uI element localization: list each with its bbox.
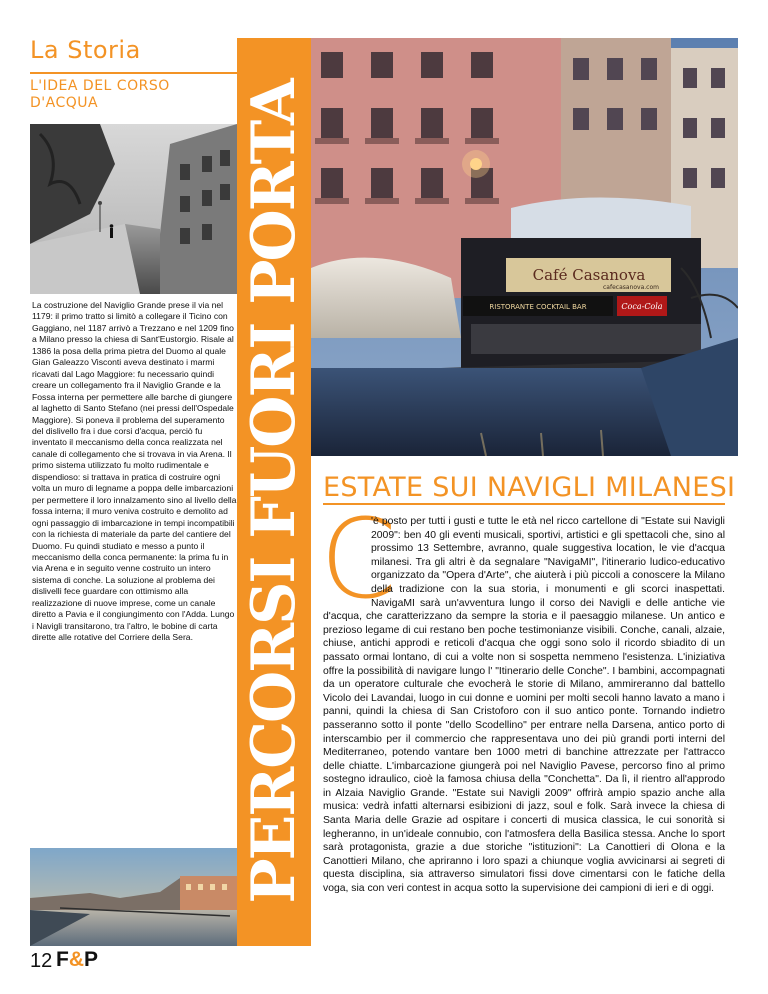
drop-cap: C <box>320 495 397 623</box>
section-subtitle: L'IDEA DEL CORSO D'ACQUA <box>30 78 170 111</box>
drop-cap-spacer <box>323 515 371 597</box>
historic-canal-photo <box>30 124 237 294</box>
article-body-text: 'è posto per tutti i gusti e tutte le età nel ricco cartellone di "Estate sui Navigli 2009": ben 40 gli eventi musicali, sportivi, artistici e gli spettacoli che, sino al prossimo 13 Settembre, avranno, quale suggestiva location, le vie d'acqua milanesi. Tra gli altri è da segnalare "NavigaMI", l'itinerario ludico-educativo organizzato da "Opera d'Arte", che aiuterà i più piccoli a conoscere la Milano della tradizione con la sua storia, i monumenti e gli scorci inaspettati. NavigaMI sarà un'avventura lungo il corso dei Navigli e delle antiche vie d'acqua, che caratterizzano da sempre la storia e il paesaggio milanese. Un antico e prezioso legame di cui restano ben poche testimonianze visibili. Conche, canali, alzaie, chiuse, antichi approdi e reticoli d'acqua che oggi sono solo il ricordo sbiadito di un passato ormai lontano, di cui a volte non si sospetta nemmeno l'esistenza. L'iniziativa offre la possibilità di navigare lungo l' "Itinerario delle Conche". I bambini, accompagnati da un operatore culturale che evocherà le storie di Milano, ammireranno dal battello Vicolo dei Lavandai, luogo in cui donne e uomini per molti secoli hanno lavato a mano i panni, quindi la chiesa di San Cristoforo con il suo antico ponte. Tornando indietro passeranno sotto il ponte "dello Scodellino" per entrare nella Darsena, antico porto di interscambio per il commercio che rappresentava uno dei più grandi porti interni del Mediterraneo, potendo vantare ben 1000 metri di banchine attrezzate per l'attracco delle chiatte. L'imbarcazione giungerà poi nel Naviglio Pavese, percorso fino al primo sostegno idraulico, cioè la famosa chiusa della "Conchetta". Da lì, il rientro all'approdo in Alzaia Naviglio Grande. "Estate sui Navigli 2009" offrirà ampio spazio anche alla musica: vedrà infatti alternarsi esibizioni di jazz, soul e folk. Sarà invece la chiesa di Santa Maria delle Grazie ad ospitare i concerti di musica classica, le cui sonorità si legheranno, in un'ideale connubio, con l'atmosfera della Basilica stessa. Anche lo sport sarà protagonista, grazie a due storiche "istituzioni": La Canottieri di Olona e la Canottieri Milano, che apriranno i loro spazi a chiunque voglia avvicinarsi ai segreti di questa disciplina, sia attraverso simulatori fissi dove cimentarsi con le fatiche della voga, sia con veri contest in acqua sotto la supervisione dei campioni di ieri e di oggi. <box>323 516 725 895</box>
cafe-canal-photo <box>311 38 738 456</box>
logo-letter-f: F <box>56 948 69 971</box>
history-text: La costruzione del Naviglio Grande prese il via nel 1179: il primo tratto si limitò a collegare il Ticino con Gaggiano, nel 1187 arrivò a Trezzano e nel 1209 fino a Milano presso la chiesa di Sant'Eustorgio. Risale al 1386 la posa della prima pietra del Duomo al quale Gian Galeazzo Visconti aveva destinato i marmi ricavati dal Lago Maggiore: fu necessario quindi creare un collegamento fra il Naviglio Grande e la Fossa interna per permettere alle barche di giungere al laghetto di Santo Stefano (nei pressi dell'Ospedale Maggiore). Si poneva il problema del superamento del dislivello fra i due corsi d'acqua, perciò fu inventato il meccanismo della conca realizzata nel canale di collegamento che si trovava in via Arena. Il primo sistema utilizzato fu molto rudimentale e dispendioso: si trattava in pratica di costruire ogni volta un muro di legname a poppa delle imbarcazioni per permettere il loro innalzamento sino al livello della fossa interna; il muro veniva costruito e demolito ad ogni passaggio di imbarcazione in tempi incompatibili con la richiesta di materiale da parte del cantiere del Duomo. Fu quindi studiato e messo a punto il meccanismo della conca permanente: la prima fu in via Arena e in seguito venne costruito un intero sistema di conche. La soluzione al problema dei dislivelli fece guardare con ottimismo alla realizzazione di nuove imprese, come un canale diretto a Pavia e il congiungimento con l'Adda. Lungo i Navigli transitarono, tra l'altro, le bobine di carta dirette alle rotative del Corriere della Sera. <box>32 300 237 643</box>
logo-letter-p: P <box>84 948 99 971</box>
section-title: La Storia <box>30 36 141 64</box>
page-number: 12 <box>30 950 53 972</box>
article-title: ESTATE SUI NAVIGLI MILANESI <box>323 472 736 503</box>
canal-sunset-illustration <box>30 848 237 946</box>
cafe-sign-text: Café Casanova <box>532 266 646 284</box>
section-divider <box>30 72 237 74</box>
historic-canal-illustration <box>30 124 237 294</box>
logo-ampersand: & <box>68 948 84 971</box>
cafe-canal-illustration <box>311 38 738 456</box>
cafe-website-text: cafecasanova.com <box>603 284 659 291</box>
cocacola-sign-text: Coca-Cola <box>621 302 663 311</box>
magazine-logo <box>56 948 98 972</box>
vertical-title: PERCORSI FUORI PORTA <box>239 80 309 904</box>
article-body <box>323 515 725 896</box>
vertical-title-container <box>237 38 311 946</box>
canal-sunset-photo <box>30 848 237 946</box>
bar-sign-text: RISTORANTE COCKTAIL BAR <box>489 303 587 311</box>
